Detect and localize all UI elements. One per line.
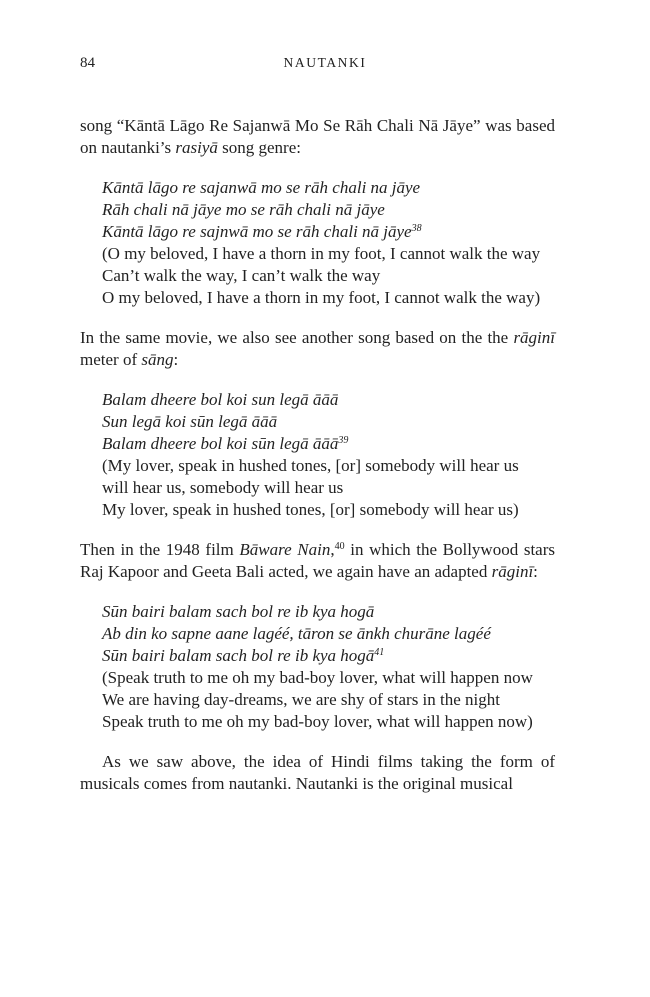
paragraph-text: meter of [80,350,142,369]
running-head [0,55,650,75]
verse-line [102,645,555,667]
verse-line: Balam dheere bol koi sun legā āāā [102,390,339,409]
verse-translation-line: (Speak truth to me oh my bad-boy lover, what will happen now [102,668,533,687]
genre-term: sāng [141,350,174,369]
verse-line [102,433,555,455]
verse-translation-line: Speak truth to me oh my bad-boy lover, what will happen now) [102,712,533,731]
paragraph-text: song genre: [217,138,301,157]
page-number: 84 [80,55,95,71]
footnote-ref: 41 [374,647,385,658]
verse-translation-line: My lover, speak in hushed tones, [or] somebody will hear us) [102,500,519,519]
verse-line: Ab din ko sapne aane lagéé, tāron se ānkh churāne lagéé [102,624,491,643]
verse-line: Sun legā koi sūn legā āāā [102,412,278,431]
verse-line-text: Sūn bairi balam sach bol re ib kya hogā [102,646,375,665]
verse-translation-line: (My lover, speak in hushed tones, [or] somebody will hear us [102,456,519,475]
raga-term: rāginī [491,562,534,581]
raga-term: rāginī [513,328,555,347]
verse-block-3 [102,601,555,733]
paragraph-2 [80,327,555,371]
paragraph-text: : [533,562,538,581]
paragraph-text: Then in the 1948 film [80,540,240,559]
verse-line: Sūn bairi balam sach bol re ib kya hogā [102,602,375,621]
verse-line-text: Kāntā lāgo re sajnwā mo se rāh chali nā jāye [102,222,412,241]
paragraph-text: song “Kāntā Lāgo Re Sajanwā Mo Se Rāh Chali Nā Jāye” was based on nautanki’s [80,116,555,157]
footnote-ref: 38 [411,223,422,234]
verse-line [102,221,555,243]
page-body [80,115,555,795]
running-title: NAUTANKI [283,55,367,70]
verse-line: Kāntā lāgo re sajanwā mo se rāh chali na jāye [102,178,421,197]
verse-translation-line: We are having day-dreams, we are shy of stars in the night [102,690,500,709]
verse-translation-line: (O my beloved, I have a thorn in my foot, I cannot walk the way [102,244,541,263]
footnote-ref: 39 [338,435,349,446]
paragraph-text: : [173,350,179,369]
paragraph-text: , [330,540,335,559]
verse-line: Rāh chali nā jāye mo se rāh chali nā jāye [102,200,385,219]
film-title: Bāware Nain [239,540,331,559]
verse-translation-line: Can’t walk the way, I can’t walk the way [102,266,381,285]
verse-translation-line: will hear us, somebody will hear us [102,478,344,497]
verse-block-1 [102,177,555,309]
genre-term: rasiyā [175,138,218,157]
paragraph-3 [80,539,555,583]
verse-block-2 [102,389,555,521]
paragraph-1 [80,115,555,159]
verse-line-text: Balam dheere bol koi sūn legā āāā [102,434,339,453]
paragraph-text: In the same movie, we also see another song based on the the [80,328,514,347]
verse-translation-line: O my beloved, I have a thorn in my foot, I cannot walk the way) [102,288,541,307]
footnote-ref: 40 [334,541,345,552]
paragraph-text: in which the Bollywood stars Raj Kapoor and Geeta Bali acted, we again have an adapted [80,540,555,581]
paragraph-4: As we saw above, the idea of Hindi films taking the form of musicals comes from nautanki. Nautanki is the original musical [80,752,555,793]
